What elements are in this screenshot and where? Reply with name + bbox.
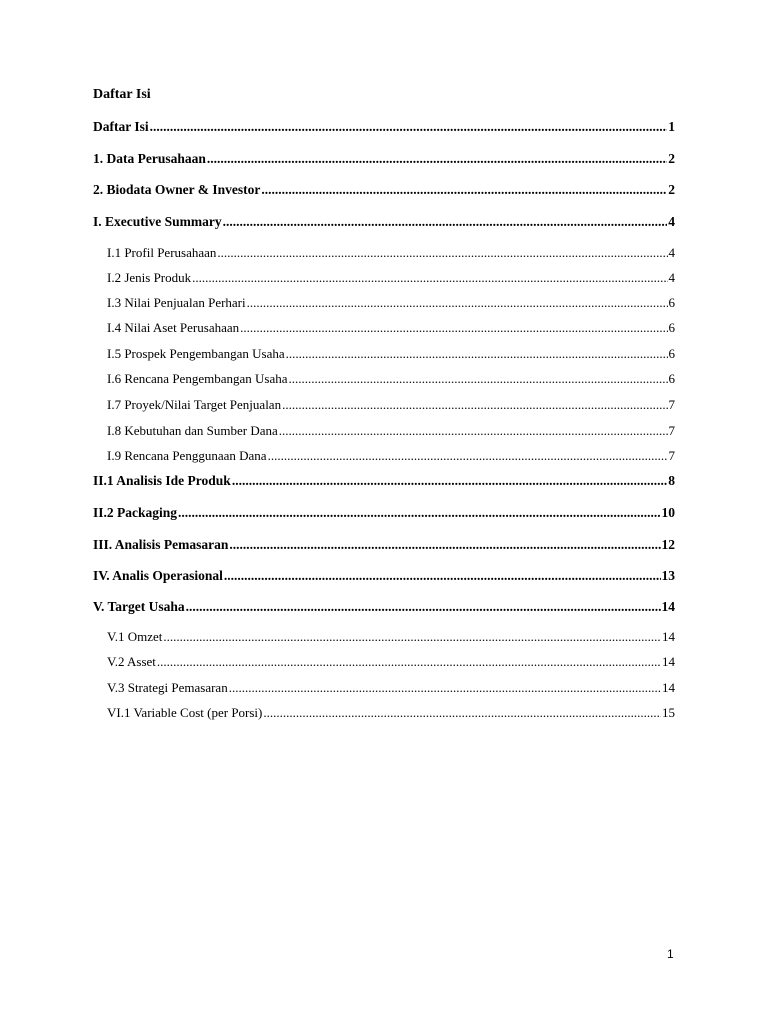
toc-entry-page: 2 <box>668 151 675 166</box>
toc-entry[interactable] <box>93 319 675 337</box>
toc-dot-leader <box>289 370 668 388</box>
toc-entry-label: Daftar Isi <box>93 119 149 134</box>
toc-entry[interactable] <box>93 345 675 363</box>
toc-dot-leader <box>229 679 661 697</box>
toc-dot-leader <box>240 319 667 337</box>
toc-entry[interactable] <box>93 628 675 646</box>
toc-entry-page: 7 <box>668 448 675 463</box>
toc-entry-page: 8 <box>668 473 675 488</box>
toc-entry-page: 6 <box>668 346 675 361</box>
toc-entry-label: I.2 Jenis Produk <box>107 270 192 285</box>
toc-entry-page: 6 <box>668 295 675 310</box>
toc-dot-leader <box>279 422 668 440</box>
toc-entry-page: 10 <box>661 505 675 520</box>
toc-entry-page: 7 <box>668 423 675 438</box>
toc-entry-label: I.7 Proyek/Nilai Target Penjualan <box>107 397 282 412</box>
toc-dot-leader <box>247 294 668 312</box>
toc-dot-leader <box>223 213 668 231</box>
toc-entry-page: 12 <box>661 537 675 552</box>
toc-entry-label: I.5 Prospek Pengembangan Usaha <box>107 346 285 361</box>
toc-entry[interactable] <box>93 504 675 522</box>
toc-entry[interactable] <box>93 269 675 287</box>
toc-entry-label: II.1 Analisis Ide Produk <box>93 473 231 488</box>
toc-entry-page: 6 <box>668 371 675 386</box>
toc-dot-leader <box>192 269 667 287</box>
toc-dot-leader <box>163 628 661 646</box>
toc-entry-label: V. Target Usaha <box>93 599 185 614</box>
toc-entry-page: 14 <box>661 599 675 614</box>
toc-entry-page: 15 <box>662 705 675 720</box>
toc-entry[interactable] <box>93 118 675 136</box>
toc-entry-label: I.9 Rencana Penggunaan Dana <box>107 448 267 463</box>
toc-dot-leader <box>282 396 667 414</box>
toc-entry-page: 14 <box>662 680 675 695</box>
toc-dot-leader <box>217 244 667 262</box>
toc-entry[interactable] <box>93 567 675 585</box>
toc-entry-label: 2. Biodata Owner & Investor <box>93 182 261 197</box>
toc-entry-label: I.8 Kebutuhan dan Sumber Dana <box>107 423 278 438</box>
toc-entry[interactable] <box>93 396 675 414</box>
toc-entry-label: I.6 Rencana Pengembangan Usaha <box>107 371 288 386</box>
toc-dot-leader <box>229 536 660 554</box>
toc-dot-leader <box>178 504 660 522</box>
toc-dot-leader <box>286 345 668 363</box>
toc-heading: Daftar Isi <box>93 87 151 102</box>
toc-entry-page: 7 <box>668 397 675 412</box>
toc-dot-leader <box>261 181 667 199</box>
toc-entry[interactable] <box>93 598 675 616</box>
toc-entry-page: 4 <box>668 270 675 285</box>
toc-entry-page: 14 <box>662 629 675 644</box>
toc-entry-label: I.1 Profil Perusahaan <box>107 245 217 260</box>
toc-entry[interactable] <box>93 244 675 262</box>
toc-entry-label: V.1 Omzet <box>107 629 163 644</box>
toc-entry-page: 4 <box>668 245 675 260</box>
page-number: 1 <box>667 947 674 961</box>
toc-entry[interactable] <box>93 536 675 554</box>
toc-entry-page: 1 <box>668 119 675 134</box>
toc-entry-page: 14 <box>662 654 675 669</box>
toc-entry[interactable] <box>93 150 675 168</box>
toc-entry-label: V.2 Asset <box>107 654 156 669</box>
toc-entry-label: I.3 Nilai Penjualan Perhari <box>107 295 246 310</box>
toc-entry[interactable] <box>93 653 675 671</box>
toc-entry-page: 13 <box>661 568 675 583</box>
toc-entry[interactable] <box>93 472 675 490</box>
toc-dot-leader <box>224 567 661 585</box>
toc-entry[interactable] <box>93 370 675 388</box>
toc-entry-label: 1. Data Perusahaan <box>93 151 206 166</box>
toc-entry-label: VI.1 Variable Cost (per Porsi) <box>107 705 263 720</box>
toc-dot-leader <box>207 150 667 168</box>
toc-dot-leader <box>263 704 661 722</box>
toc-entry[interactable] <box>93 181 675 199</box>
toc-entry-label: V.3 Strategi Pemasaran <box>107 680 228 695</box>
toc-entry-label: I. Executive Summary <box>93 214 222 229</box>
toc-entry-label: II.2 Packaging <box>93 505 178 520</box>
toc-dot-leader <box>186 598 661 616</box>
toc-entry[interactable] <box>93 679 675 697</box>
toc-entry[interactable] <box>93 422 675 440</box>
toc-entry-label: IV. Analis Operasional <box>93 568 223 583</box>
toc-entry[interactable] <box>93 447 675 465</box>
toc-entry-page: 2 <box>668 182 675 197</box>
toc-entry-label: III. Analisis Pemasaran <box>93 537 229 552</box>
toc-entry-page: 6 <box>668 320 675 335</box>
toc-dot-leader <box>232 472 667 490</box>
toc-entry[interactable] <box>93 704 675 722</box>
toc-entry[interactable] <box>93 213 675 231</box>
toc-dot-leader <box>150 118 668 136</box>
toc-entry-label: I.4 Nilai Aset Perusahaan <box>107 320 240 335</box>
toc-dot-leader <box>268 447 668 465</box>
toc-entry[interactable] <box>93 294 675 312</box>
toc-dot-leader <box>157 653 661 671</box>
toc-entry-page: 4 <box>668 214 675 229</box>
